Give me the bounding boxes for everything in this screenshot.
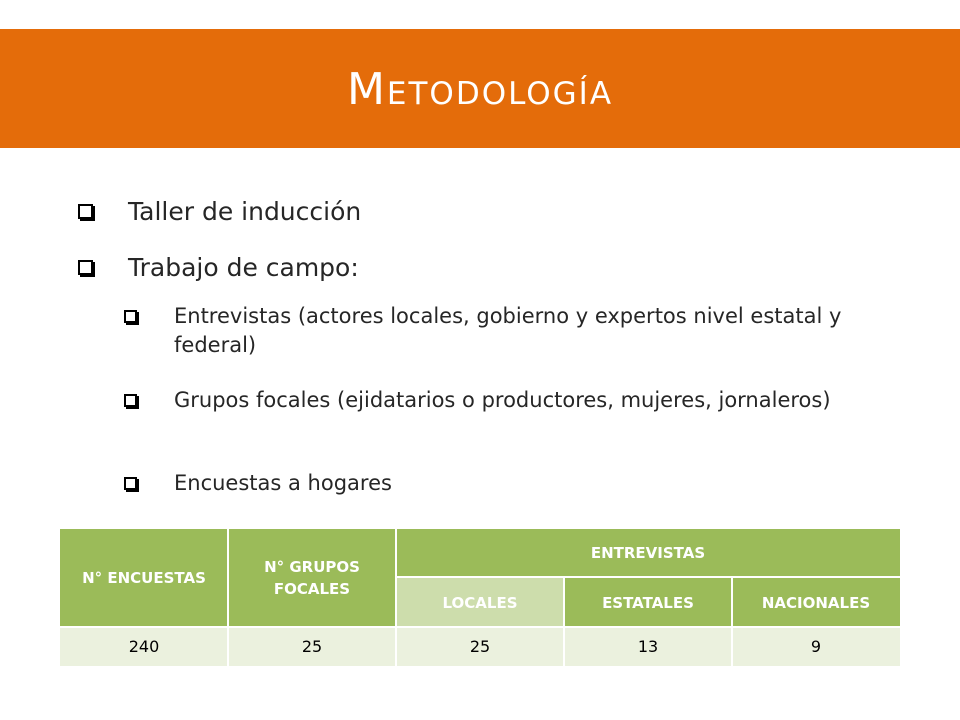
bullet-text: Trabajo de campo: bbox=[128, 253, 359, 282]
square-checkbox-icon bbox=[78, 204, 93, 219]
table-cell-grupos-focales: 25 bbox=[228, 627, 396, 666]
slide-title: Metodología bbox=[346, 64, 614, 115]
sub-bullet-item bbox=[0, 386, 894, 415]
table-divider bbox=[396, 576, 900, 578]
header-estatales: ESTATALES bbox=[564, 578, 732, 627]
sub-bullet-item bbox=[0, 469, 894, 498]
header-encuestas: N° ENCUESTAS bbox=[60, 529, 228, 627]
square-checkbox-icon bbox=[124, 477, 137, 490]
sub-bullet-text: Grupos focales (ejidatarios o productores, mujeres, jornaleros) bbox=[174, 388, 831, 412]
header-grupos-focales: N° GRUPOS FOCALES bbox=[228, 529, 396, 627]
square-checkbox-icon bbox=[124, 310, 137, 323]
table-divider bbox=[395, 529, 397, 666]
table-divider bbox=[227, 529, 229, 666]
table-cell-locales: 25 bbox=[396, 627, 564, 666]
table-divider bbox=[563, 576, 565, 666]
sub-bullet-text: Encuestas a hogares bbox=[174, 471, 392, 495]
header-entrevistas: ENTREVISTAS bbox=[396, 529, 900, 576]
header-locales: LOCALES bbox=[396, 578, 564, 627]
bullet-item bbox=[0, 252, 359, 284]
sub-bullet-item bbox=[0, 302, 894, 360]
bullet-item bbox=[0, 196, 361, 228]
sub-bullet-text: Entrevistas (actores locales, gobierno y expertos nivel estatal y federal) bbox=[174, 304, 842, 357]
table-cell-estatales: 13 bbox=[564, 627, 732, 666]
header-nacionales: NACIONALES bbox=[732, 578, 900, 627]
table-cell-nacionales: 9 bbox=[732, 627, 900, 666]
square-checkbox-icon bbox=[124, 394, 137, 407]
bullet-text: Taller de inducción bbox=[128, 197, 362, 226]
table-divider bbox=[60, 626, 900, 628]
square-checkbox-icon bbox=[78, 260, 93, 275]
data-table bbox=[60, 529, 900, 666]
table-divider bbox=[731, 576, 733, 666]
table-cell-encuestas: 240 bbox=[60, 627, 228, 666]
